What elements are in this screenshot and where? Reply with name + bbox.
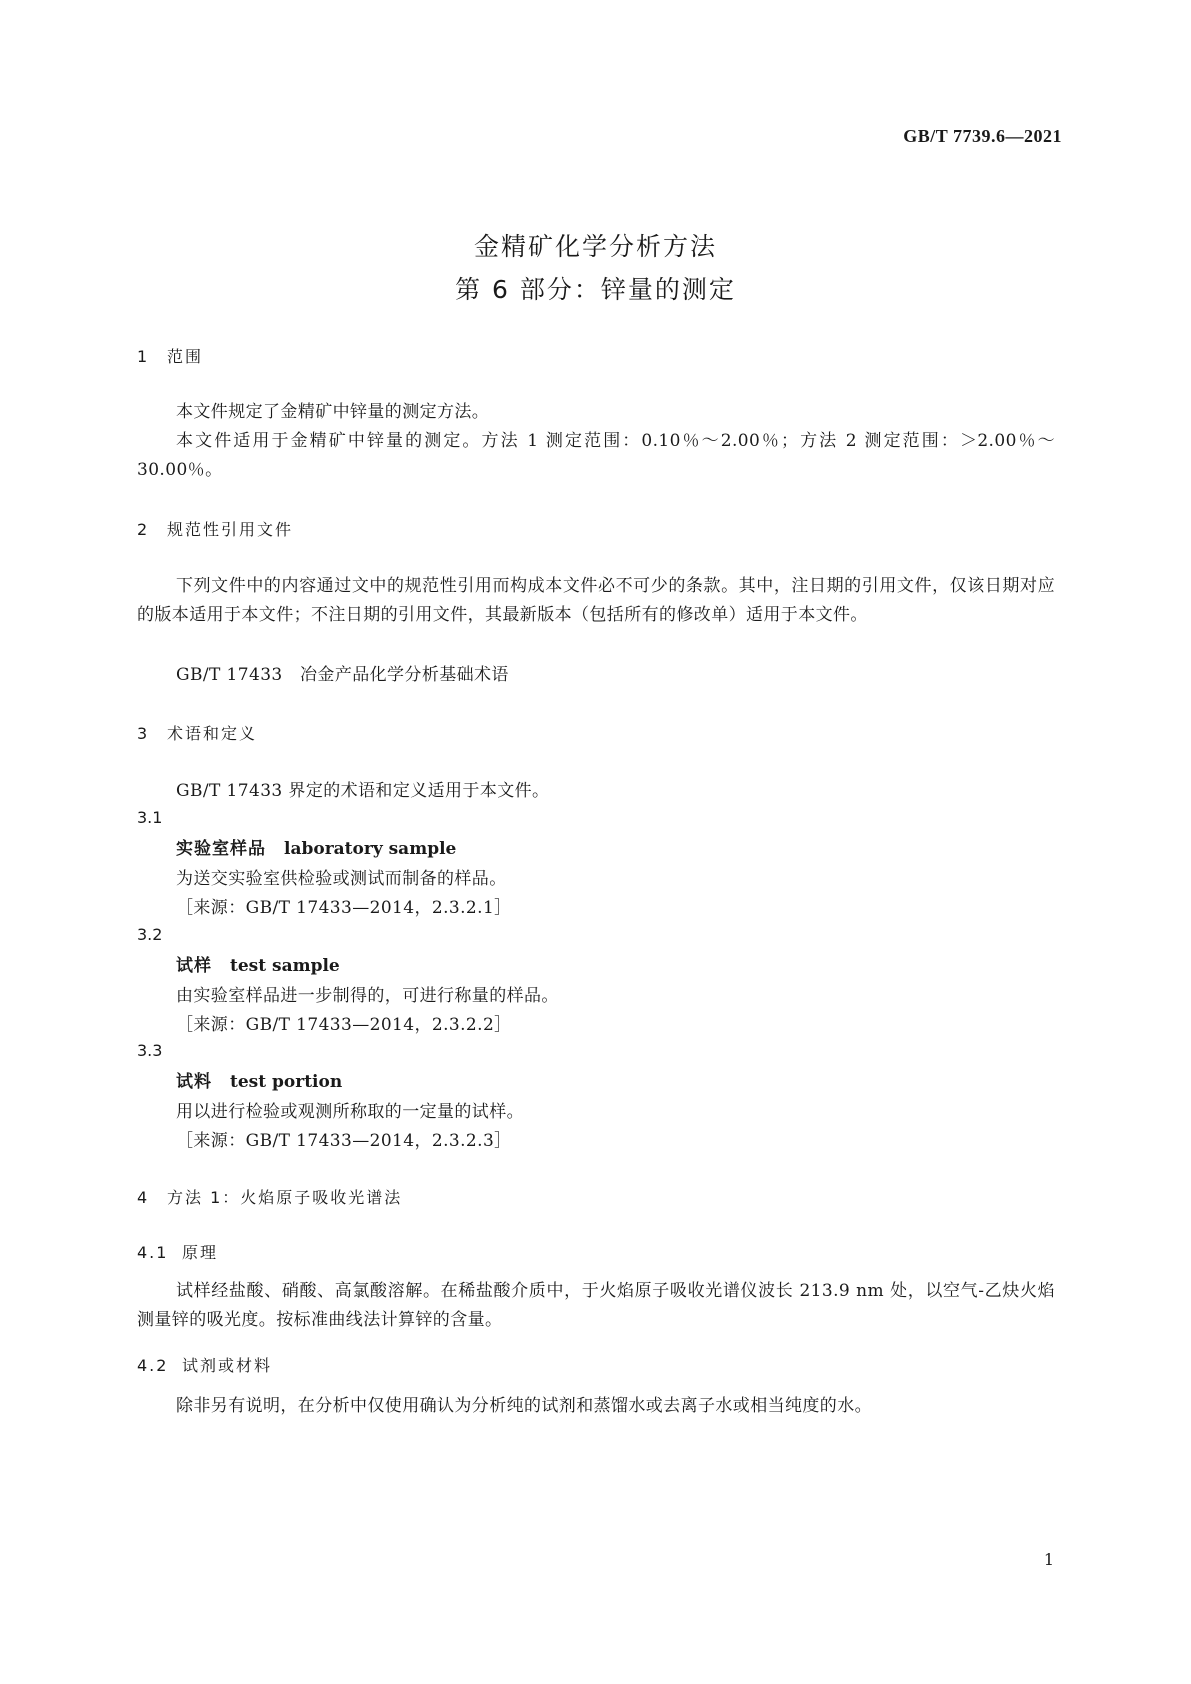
term-zh: 实验室样品: [176, 839, 266, 859]
scope-paragraph-2: 本文件适用于金精矿中锌量的测定。方法 1 测定范围：0.10％～2.00％；方法 2 测定范围：＞2.00％～30.00％。: [137, 431, 1055, 480]
term-source: ［来源：GB/T 17433—2014，2.3.2.1］: [176, 898, 512, 918]
section-title: 范围: [167, 347, 204, 366]
term-definition: 由实验室样品进一步制得的，可进行称量的样品。: [176, 986, 559, 1006]
term-heading: [176, 834, 456, 859]
section-heading-scope: [137, 344, 203, 367]
term-heading: [176, 1067, 342, 1092]
term-source: ［来源：GB/T 17433—2014，2.3.2.3］: [176, 1131, 512, 1151]
term-number: 3.2: [137, 925, 163, 944]
section-heading-normative-references: [137, 517, 293, 540]
term-definition: 用以进行检验或观测所称取的一定量的试样。: [176, 1102, 524, 1122]
principle-paragraph: 试样经盐酸、硝酸、高氯酸溶解。在稀盐酸介质中，于火焰原子吸收光谱仪波长 213.9 nm 处，以空气-乙炔火焰测量锌的吸光度。按标准曲线法计算锌的含量。: [137, 1281, 1055, 1330]
term-source: ［来源：GB/T 17433—2014，2.3.2.2］: [176, 1015, 512, 1035]
term-en: laboratory sample: [284, 839, 457, 859]
term-number: 3.3: [137, 1041, 163, 1060]
term-definition: 为送交实验室供检验或测试而制备的样品。: [176, 869, 507, 889]
subsection-heading-reagents: [137, 1353, 272, 1376]
term-zh: 试料: [176, 1072, 212, 1092]
section-heading-terms: [137, 721, 257, 744]
scope-paragraph-1: 本文件规定了金精矿中锌量的测定方法。: [176, 402, 490, 422]
references-paragraph: 下列文件中的内容通过文中的规范性引用而构成本文件必不可少的条款。其中，注日期的引用文件，仅该日期对应的版本适用于本文件；不注日期的引用文件，其最新版本（包括所有的修改单）适用于本文件。: [137, 576, 1055, 625]
section-title: 规范性引用文件: [167, 520, 294, 539]
term-en: test portion: [230, 1072, 343, 1092]
term-number: 3.1: [137, 808, 163, 827]
subsection-title: 原理: [182, 1243, 219, 1262]
subsection-title: 试剂或材料: [182, 1356, 273, 1375]
reagents-paragraph: 除非另有说明，在分析中仅使用确认为分析纯的试剂和蒸馏水或去离子水或相当纯度的水。: [176, 1396, 872, 1416]
section-number: 2: [137, 520, 150, 539]
terms-intro: GB/T 17433 界定的术语和定义适用于本文件。: [176, 781, 550, 801]
reference-item: GB/T 17433 冶金产品化学分析基础术语: [176, 665, 509, 685]
subsection-number: 4.2: [137, 1356, 169, 1375]
page-number: 1: [1043, 1550, 1054, 1569]
standard-code: GB/T 7739.6—2021: [903, 126, 1062, 146]
subsection-heading-principle: [137, 1240, 218, 1263]
document-subtitle: 第 6 部分：锌量的测定: [455, 275, 736, 304]
subsection-number: 4.1: [137, 1243, 169, 1262]
section-heading-method-1: [137, 1185, 402, 1208]
section-title: 术语和定义: [167, 724, 258, 743]
term-heading: [176, 951, 340, 976]
section-number: 3: [137, 724, 150, 743]
section-number: 1: [137, 347, 150, 366]
term-zh: 试样: [176, 956, 212, 976]
document-title: 金精矿化学分析方法: [473, 232, 717, 261]
section-title: 方法 1：火焰原子吸收光谱法: [167, 1188, 403, 1207]
term-en: test sample: [230, 956, 340, 976]
section-number: 4: [137, 1188, 150, 1207]
